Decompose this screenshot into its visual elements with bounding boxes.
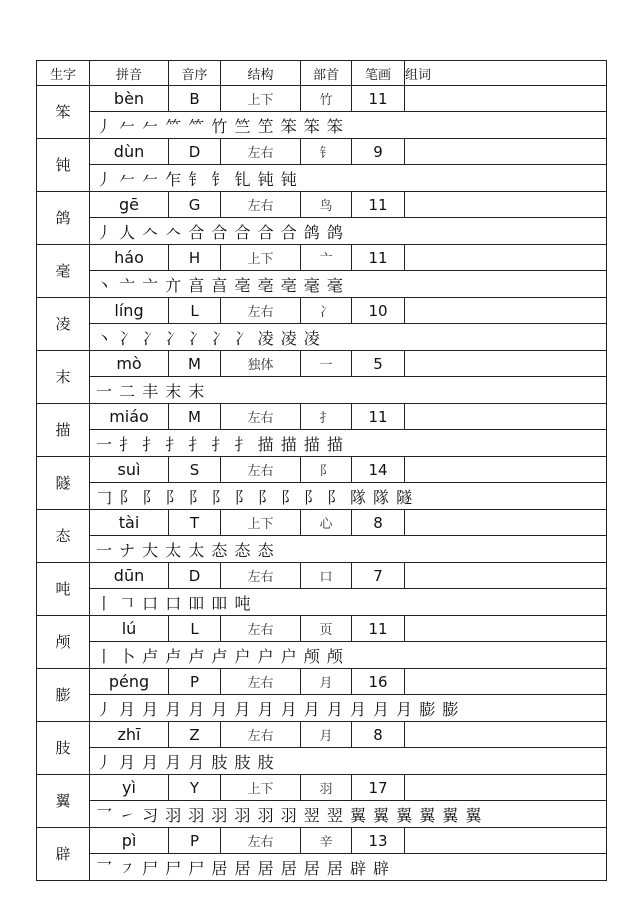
stroke-order-row [37,377,607,404]
stroke-count-cell: 14 [352,457,405,483]
stroke-order-row [37,483,607,510]
character-info-row [37,616,607,642]
stroke-order-row [37,324,607,351]
pinyin-cell: háo [90,245,169,271]
radical-cell: 月 [301,669,352,695]
pinyin-cell: líng [90,298,169,324]
words-cell[interactable] [405,192,607,218]
stroke-order-cell [90,271,607,298]
character-cell: 态 [37,510,90,563]
character-cell: 笨 [37,86,90,139]
words-cell[interactable] [405,245,607,271]
radical-cell: 页 [301,616,352,642]
stroke-count-cell: 16 [352,669,405,695]
radical-cell: 月 [301,722,352,748]
header-char: 生字 [37,61,90,86]
stroke-count-cell: 17 [352,775,405,801]
radical-cell: 辛 [301,828,352,854]
stroke-order-sequence: 一 二 丰 末 末 [96,381,206,401]
structure-cell: 左右 [221,828,301,854]
structure-cell: 左右 [221,722,301,748]
stroke-order-cell [90,430,607,457]
stroke-count-cell: 11 [352,404,405,430]
stroke-order-sequence: 丿 月 月 月 月 肢 肢 肢 [96,752,275,772]
words-cell[interactable] [405,510,607,536]
radical-cell: 心 [301,510,352,536]
words-cell[interactable] [405,775,607,801]
pinyin-cell: miáo [90,404,169,430]
words-cell[interactable] [405,139,607,165]
stroke-order-sequence: 丨 卜 卢 卢 卢 卢 户 户 户 颅 颅 [96,646,344,666]
header-strokes: 笔画 [352,61,405,86]
character-info-row [37,192,607,218]
character-info-row [37,722,607,748]
stroke-order-sequence: 丿 人 𠆢 𠆢 合 合 合 合 合 鸽 鸽 [96,222,344,242]
stroke-order-sequence: 丿 𠂉 𠂉 乍 钅 钅 钆 钝 钝 [96,169,298,189]
words-cell[interactable] [405,722,607,748]
radical-cell: 羽 [301,775,352,801]
stroke-order-cell [90,854,607,881]
stroke-order-row [37,112,607,139]
pinyin-cell: yì [90,775,169,801]
stroke-order-row [37,748,607,775]
character-info-row [37,775,607,801]
order-cell: M [169,351,221,377]
stroke-order-sequence: 丿 𠂉 𠂉 ⺮ ⺮ 竹 竺 笁 笨 笨 笨 [96,116,344,136]
stroke-order-sequence: 𠃌 阝 阝 阝 阝 阝 阝 阝 阝 阝 阝 隊 隊 隧 [96,487,414,507]
radical-cell: 扌 [301,404,352,430]
header-order: 音序 [169,61,221,86]
header-words: 组词 [405,61,607,86]
character-cell: 翼 [37,775,90,828]
structure-cell: 左右 [221,404,301,430]
stroke-order-cell [90,324,607,351]
stroke-order-cell [90,801,607,828]
radical-cell: 冫 [301,298,352,324]
words-cell[interactable] [405,86,607,112]
pinyin-cell: mò [90,351,169,377]
pinyin-cell: zhī [90,722,169,748]
radical-cell: 亠 [301,245,352,271]
structure-cell: 上下 [221,245,301,271]
stroke-order-sequence: 一 扌 扌 扌 扌 扌 扌 描 描 描 描 [96,434,344,454]
order-cell: Y [169,775,221,801]
stroke-order-row [37,218,607,245]
order-cell: L [169,616,221,642]
radical-cell: 一 [301,351,352,377]
structure-cell: 上下 [221,775,301,801]
order-cell: D [169,139,221,165]
pinyin-cell: gē [90,192,169,218]
stroke-count-cell: 8 [352,510,405,536]
stroke-order-row [37,536,607,563]
structure-cell: 上下 [221,510,301,536]
stroke-order-cell [90,218,607,245]
character-cell: 隧 [37,457,90,510]
character-info-row [37,510,607,536]
header-structure: 结构 [221,61,301,86]
structure-cell: 左右 [221,298,301,324]
character-info-row [37,298,607,324]
pinyin-cell: tài [90,510,169,536]
stroke-order-row [37,430,607,457]
structure-cell: 左右 [221,192,301,218]
character-info-row [37,828,607,854]
radical-cell: 钅 [301,139,352,165]
character-cell: 鸽 [37,192,90,245]
stroke-count-cell: 11 [352,192,405,218]
words-cell[interactable] [405,669,607,695]
stroke-count-cell: 13 [352,828,405,854]
words-cell[interactable] [405,828,607,854]
order-cell: H [169,245,221,271]
stroke-order-row [37,801,607,828]
character-info-row [37,139,607,165]
character-info-row [37,669,607,695]
order-cell: B [169,86,221,112]
character-cell: 辟 [37,828,90,881]
order-cell: T [169,510,221,536]
stroke-order-sequence: 一 ナ 大 太 太 态 态 态 [96,540,275,560]
stroke-order-cell [90,165,607,192]
stroke-order-cell [90,642,607,669]
words-cell[interactable] [405,351,607,377]
words-cell[interactable] [405,404,607,430]
stroke-order-sequence: 乛 ㇀ 习 羽 羽 羽 羽 羽 羽 翌 翌 翼 翼 翼 翼 翼 翼 [96,805,483,825]
stroke-order-row [37,695,607,722]
stroke-order-row [37,271,607,298]
stroke-order-sequence: 丿 月 月 月 月 月 月 月 月 月 月 月 月 月 膨 膨 [96,699,460,719]
structure-cell: 左右 [221,139,301,165]
pinyin-cell: pì [90,828,169,854]
stroke-count-cell: 10 [352,298,405,324]
structure-cell: 左右 [221,616,301,642]
stroke-order-cell [90,483,607,510]
stroke-count-cell: 5 [352,351,405,377]
stroke-order-row [37,165,607,192]
stroke-order-sequence: 丨 𠃍 口 口 吅 吅 吨 [96,593,252,613]
order-cell: D [169,563,221,589]
character-info-row [37,245,607,271]
pinyin-cell: suì [90,457,169,483]
stroke-count-cell: 11 [352,86,405,112]
order-cell: S [169,457,221,483]
stroke-order-row [37,589,607,616]
character-cell: 膨 [37,669,90,722]
radical-cell: 阝 [301,457,352,483]
words-cell[interactable] [405,457,607,483]
stroke-order-cell [90,748,607,775]
pinyin-cell: lú [90,616,169,642]
stroke-order-cell [90,377,607,404]
character-cell: 凌 [37,298,90,351]
structure-cell: 上下 [221,86,301,112]
structure-cell: 左右 [221,563,301,589]
stroke-count-cell: 8 [352,722,405,748]
character-info-row [37,404,607,430]
stroke-count-cell: 9 [352,139,405,165]
pinyin-cell: dùn [90,139,169,165]
character-cell: 颅 [37,616,90,669]
character-cell: 吨 [37,563,90,616]
structure-cell: 左右 [221,457,301,483]
order-cell: P [169,828,221,854]
character-cell: 肢 [37,722,90,775]
words-cell[interactable] [405,563,607,589]
stroke-order-sequence: 丶 冫 冫 冫 冫 冫 冫 凌 凌 凌 [96,328,321,348]
character-info-row [37,86,607,112]
stroke-order-cell [90,589,607,616]
character-cell: 末 [37,351,90,404]
header-pinyin: 拼音 [90,61,169,86]
header-radical: 部首 [301,61,352,86]
character-table [36,60,607,881]
radical-cell: 鸟 [301,192,352,218]
character-info-row [37,563,607,589]
character-cell: 毫 [37,245,90,298]
pinyin-cell: dūn [90,563,169,589]
stroke-order-cell [90,695,607,722]
stroke-count-cell: 7 [352,563,405,589]
pinyin-cell: bèn [90,86,169,112]
stroke-count-cell: 11 [352,616,405,642]
stroke-order-sequence: 丶 亠 亠 亣 亯 亯 亳 亳 亳 毫 毫 [96,275,344,295]
structure-cell: 独体 [221,351,301,377]
order-cell: Z [169,722,221,748]
order-cell: G [169,192,221,218]
stroke-order-cell [90,536,607,563]
words-cell[interactable] [405,298,607,324]
radical-cell: 竹 [301,86,352,112]
stroke-count-cell: 11 [352,245,405,271]
order-cell: L [169,298,221,324]
character-cell: 钝 [37,139,90,192]
character-cell: 描 [37,404,90,457]
words-cell[interactable] [405,616,607,642]
structure-cell: 左右 [221,669,301,695]
order-cell: P [169,669,221,695]
header-row [37,61,607,86]
character-info-row [37,351,607,377]
order-cell: M [169,404,221,430]
pinyin-cell: péng [90,669,169,695]
radical-cell: 口 [301,563,352,589]
stroke-order-row [37,642,607,669]
stroke-order-sequence: 乛 ㇇ 尸 尸 尸 居 居 居 居 居 居 辟 辟 [96,858,391,878]
stroke-order-row [37,854,607,881]
character-info-row [37,457,607,483]
stroke-order-cell [90,112,607,139]
